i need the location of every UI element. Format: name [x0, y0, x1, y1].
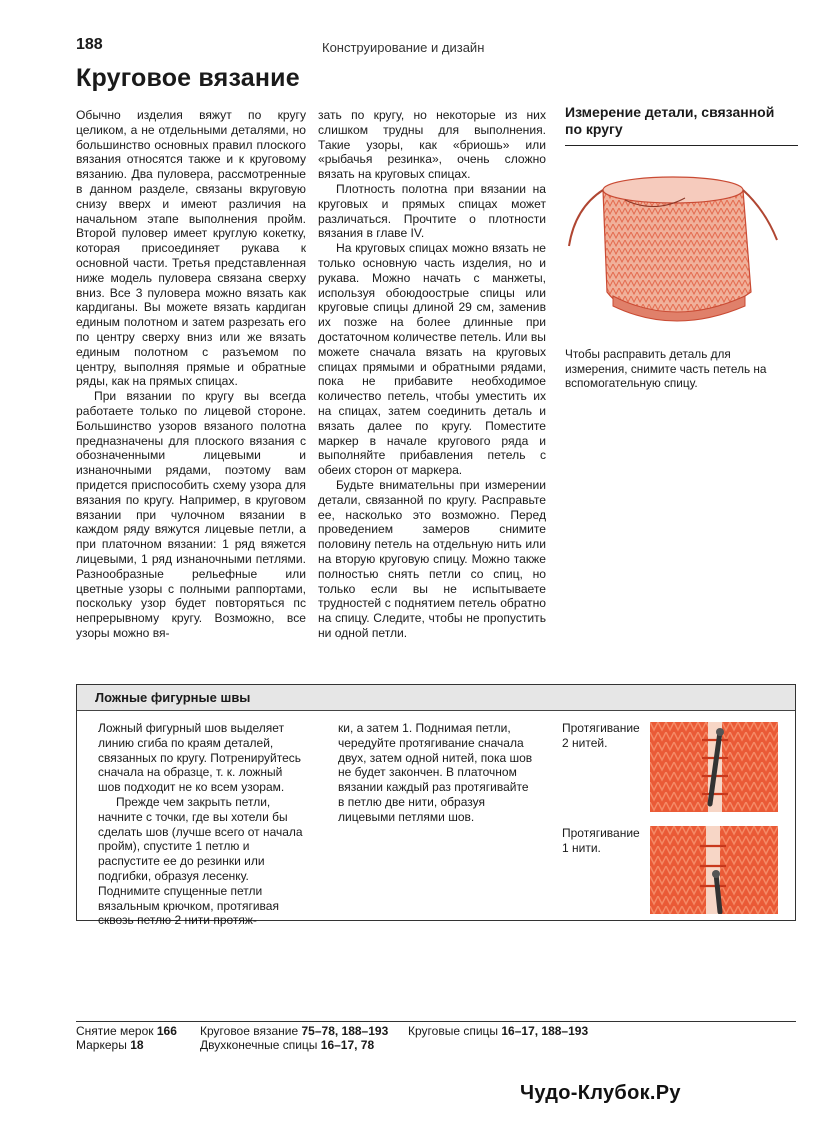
paragraph: ки, а затем 1. Поднимая петли, чередуйте протягивание сначала двух, затем одной нитей, пока шов не будет закончен. В платочном вязании каждый раз протягивайте в петлю две нити, образуя лицевыми петлями шов.	[338, 721, 533, 824]
paragraph: При вязании по кругу вы всегда работаете только по лицевой стороне. Большинство узоров вязаного полотна предназначены для плоского вязания с обозначенными лицевыми и изнаночными рядами, поэтому вам придется приспособить схему узора для вязания по кругу. Например, в круговом вязании при чулочном вязании в каждом ряду вяжутся лицевые петли, а при платочном вязании: 1 ряд вяжется лицевыми, 1 ряд изнаночными петлями. Разнообразные рельефные или цветные узоры с полными раппортами, поскольку узор будет повторяться пс непрерывному кругу. Возможно, все узоры можно вя-	[76, 389, 306, 640]
site-watermark: Чудо-Клубок.Ру	[520, 1082, 681, 1104]
tip-box-text-left	[98, 721, 308, 928]
paragraph: Обычно изделия вяжут по кругу целиком, а не отдельными деталями, но большинство основных правил плоского вязания относятся также и к круговому вязанию. Два пуловера, рассмотренные в данном разделе, связаны вкруговую снизу вверх и имеют различия на начальном этапе выполнения пройм. Второй пуловер имеет круглую кокетку, которая присоединяет рукава к основной части. Третья представленная ниже модель пуловера связана сверху вниз. Все 3 пуловера можно вязать как кардиганы. Вы можете вязать кардиган единым полотном и затем разрезать его по центру сверху вниз или же вязать единым полотном с разъемом по центру, выполняя прямые и обратные ряды, как на прямых спицах.	[76, 108, 306, 389]
paragraph: зать по кругу, но некоторые из них слишком трудны для выполнения. Такие узоры, как «бриошь» или «рыбачья резинка», очень сложно вязать на круговых спицах.	[318, 108, 546, 182]
image-label-two-strands: Протягивание 2 нитей.	[562, 721, 640, 750]
main-text-right	[318, 108, 546, 641]
paragraph: Прежде чем закрыть петли, начните с точки, где вы хотели бы сделать шов (лучше всего от начала пройм), спустите 1 петлю и распустите ее до резинки или подгибки, образуя лесенку. Поднимите спущенные петли вязальным крючком, протягивая сквозь петлю 2 нити протяж-	[98, 794, 303, 928]
chapter-title: Конструирование и дизайн	[322, 40, 485, 55]
paragraph: Будьте внимательны при измерении детали, связанной по кругу. Расправьте ее, насколько это возможно. Перед проведением замеров снимите половину петель на отдельную нить или на вторую круговую спицу. Можно также полностью снять петли со спиц, но только если вы не испытываете трудностей с поднятием петель обратно на спицу. Следите, чтобы не пропустить ни одной петли.	[318, 477, 546, 640]
sidebar-title: Измерение детали, связанной по кругу	[565, 104, 775, 137]
main-text-left	[76, 108, 306, 641]
page-title: Круговое вязание	[76, 64, 300, 92]
paragraph: Ложный фигурный шов выделяет линию сгиба по краям деталей, связанных по кругу. Потренируйтесь сначала на образце, т. к. ложный шов подходит не ко всем узорам.	[98, 721, 302, 795]
paragraph: Плотность полотна при вязании на круговых и прямых спицах может различаться. Прочтите о плотности вязания в главе IV.	[318, 181, 546, 241]
sidebar-divider	[565, 145, 798, 146]
xref-circular-needles: Круговые спицы 16–17, 188–193	[408, 1024, 589, 1038]
tip-box-title: Ложные фигурные швы	[95, 690, 251, 705]
page-number: 188	[76, 36, 103, 53]
footer-divider	[76, 1021, 796, 1022]
paragraph: На круговых спицах можно вязать не только основную часть изделия, но и рукава. Можно начать с манжеты, используя обоюдоострые спицы или круговые спицы длиной 29 см, заменив их позже на более длинные при достаточном количестве петель. Или вы можете сначала вязать на круговых спицах прямыми и обратными рядами, пока не прибавите необходимое количество петель, чтобы уместить их на спицах, затем соединить деталь и вязать далее по кругу. Поместите маркер в начале кругового ряда и выполняйте прибавления петель с обеих сторон от маркера.	[318, 241, 546, 478]
image-label-one-strand: Протягивание 1 нити.	[562, 826, 640, 855]
xref-circular-knitting: Круговое вязание 75–78, 188–193	[200, 1024, 389, 1038]
crochet-one-strand-illustration	[650, 826, 778, 914]
crochet-two-strands-illustration	[650, 722, 778, 812]
tip-box-text-right	[338, 721, 538, 825]
xref-measuring: Снятие мерок 166	[76, 1024, 177, 1038]
xref-double-pointed-needles: Двухконечные спицы 16–17, 78	[200, 1038, 375, 1052]
sidebar-caption: Чтобы расправить деталь для измерения, снимите часть петель на вспомогательную спицу.	[565, 347, 767, 390]
xref-markers: Маркеры 18	[76, 1038, 144, 1052]
circular-knit-piece-illustration	[565, 168, 785, 340]
